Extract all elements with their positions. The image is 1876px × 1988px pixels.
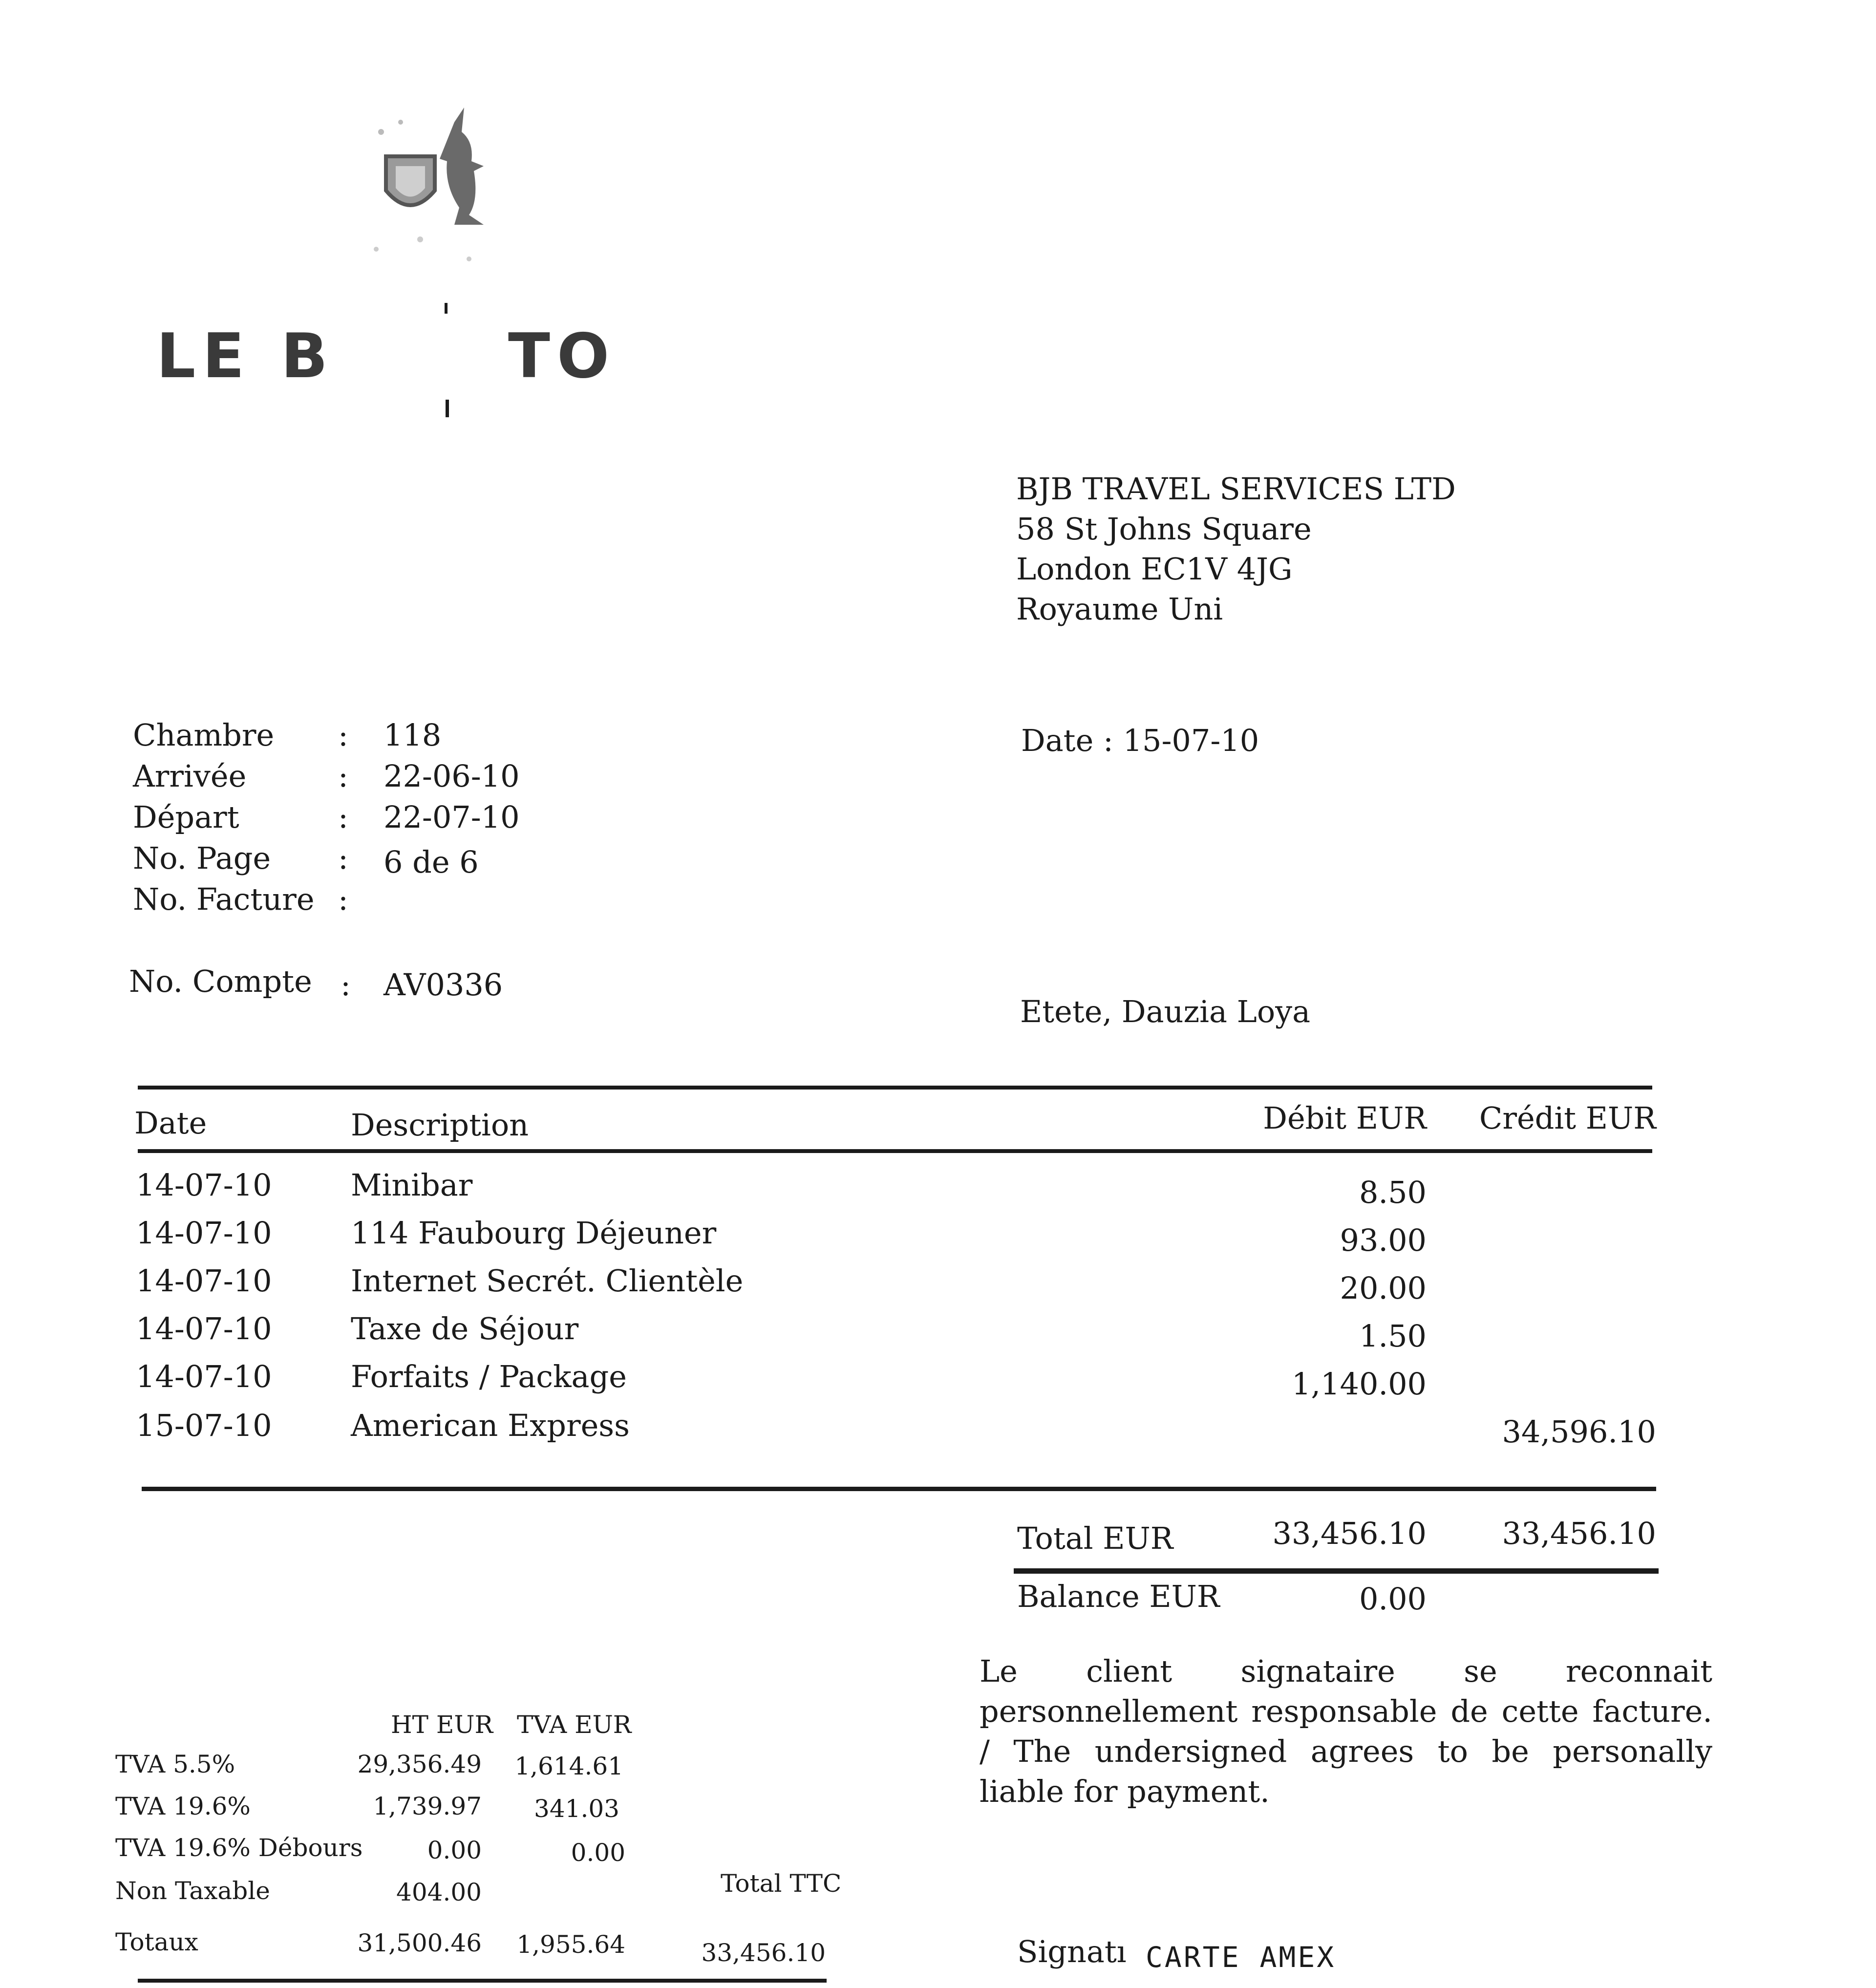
tax-row-ht: 0.00 [427,1836,482,1864]
address-line: 58 St Johns Square [1016,511,1312,547]
tax-row-label: TVA 19.6% Débours [115,1834,363,1862]
signature-label: Signatı [1017,1934,1127,1969]
address-line: BJB TRAVEL SERVICES LTD [1016,471,1456,507]
wordmark-part: B [281,320,335,392]
invoice-date: Date : 15-07-10 [1021,723,1259,758]
info-separator: : [338,758,348,794]
wordmark-part: O [557,320,617,392]
tax-totals-label: Totaux [115,1928,198,1956]
row-description: Internet Secrét. Clientèle [351,1263,744,1299]
tax-row-ht: 404.00 [396,1878,482,1906]
info-separator: : [338,840,348,876]
row-description: Minibar [351,1167,473,1203]
column-header-description: Description [351,1107,529,1143]
info-value: 22-06-10 [384,758,520,794]
row-debit: 1.50 [1359,1318,1427,1354]
balance-value: 0.00 [1359,1581,1427,1617]
account-label: No. Compte [129,963,312,999]
wordmark-part: LE [156,320,252,392]
row-date: 14-07-10 [136,1263,272,1299]
tax-row-ht: 29,356.49 [357,1750,482,1778]
tax-header-tva: TVA EUR [517,1710,632,1739]
logo-mark [446,400,449,417]
tax-row-label: TVA 5.5% [115,1750,235,1778]
column-header-debit: Débit EUR [1263,1100,1427,1136]
info-value: 6 de 6 [384,844,479,880]
row-date: 15-07-10 [136,1408,272,1443]
info-label: Chambre [133,717,275,753]
row-description: 114 Faubourg Déjeuner [351,1215,717,1251]
totals-rule [1014,1568,1659,1574]
tax-row-ht: 1,739.97 [373,1792,482,1820]
tax-row-label: TVA 19.6% [115,1792,251,1820]
row-date: 14-07-10 [136,1167,272,1203]
address-line: Royaume Uni [1016,591,1223,627]
info-value: 118 [384,717,442,753]
info-label: No. Page [133,840,271,876]
logo-mark [445,303,448,314]
tax-totals-tva: 1,955.64 [516,1930,625,1959]
tax-row-tva: 1,614.61 [514,1752,623,1780]
tax-row-label: Non Taxable [115,1877,270,1905]
info-separator: : [338,881,348,917]
info-separator: : [341,967,351,1003]
tax-row-tva: 0.00 [571,1838,625,1867]
total-debit: 33,456.10 [1272,1516,1427,1551]
table-header-rule [138,1149,1652,1153]
total-credit: 33,456.10 [1502,1516,1656,1551]
info-separator: : [338,799,348,835]
tax-row-tva: 341.03 [534,1795,619,1823]
tax-bottom-rule [138,1979,827,1983]
date-value: 15-07-10 [1123,723,1259,758]
info-label: Arrivée [133,758,247,794]
row-credit: 34,596.10 [1502,1414,1656,1450]
balance-label: Balance EUR [1017,1579,1220,1614]
tax-header-ht: HT EUR [391,1710,493,1739]
info-label: No. Facture [133,881,315,917]
row-debit: 8.50 [1359,1175,1427,1210]
total-label: Total EUR [1017,1520,1173,1556]
tax-totals-ttc: 33,456.10 [701,1939,826,1967]
row-date: 14-07-10 [136,1359,272,1394]
account-value: AV0336 [384,967,503,1003]
info-label: Départ [133,799,239,835]
card-stamp: CARTE AMEX [1146,1941,1336,1974]
row-description: Forfaits / Package [351,1359,627,1394]
wordmark-part: T [508,320,557,392]
info-separator: : [338,717,348,753]
table-top-rule [138,1086,1652,1090]
table-bottom-rule [142,1487,1656,1491]
column-header-date: Date [134,1105,207,1141]
tax-header-ttc: Total TTC [721,1869,842,1898]
row-date: 14-07-10 [136,1215,272,1251]
hotel-crest-logo [342,103,518,278]
liability-statement: Le client signataire se reconnait personnellement responsable de cette facture. / The undersigned agrees to be personally liable for payment. [980,1653,1712,1809]
guest-name: Etete, Dauzia Loya [1020,994,1311,1029]
row-debit: 20.00 [1340,1270,1427,1306]
column-header-credit: Crédit EUR [1479,1100,1656,1136]
tax-totals-ht: 31,500.46 [357,1929,482,1957]
info-value: 22-07-10 [384,799,520,835]
date-label: Date [1021,723,1094,758]
row-date: 14-07-10 [136,1311,272,1347]
row-description: Taxe de Séjour [351,1311,579,1347]
row-description: American Express [351,1408,630,1443]
row-debit: 1,140.00 [1291,1366,1427,1402]
address-line: London EC1V 4JG [1016,551,1293,587]
row-debit: 93.00 [1340,1222,1427,1258]
